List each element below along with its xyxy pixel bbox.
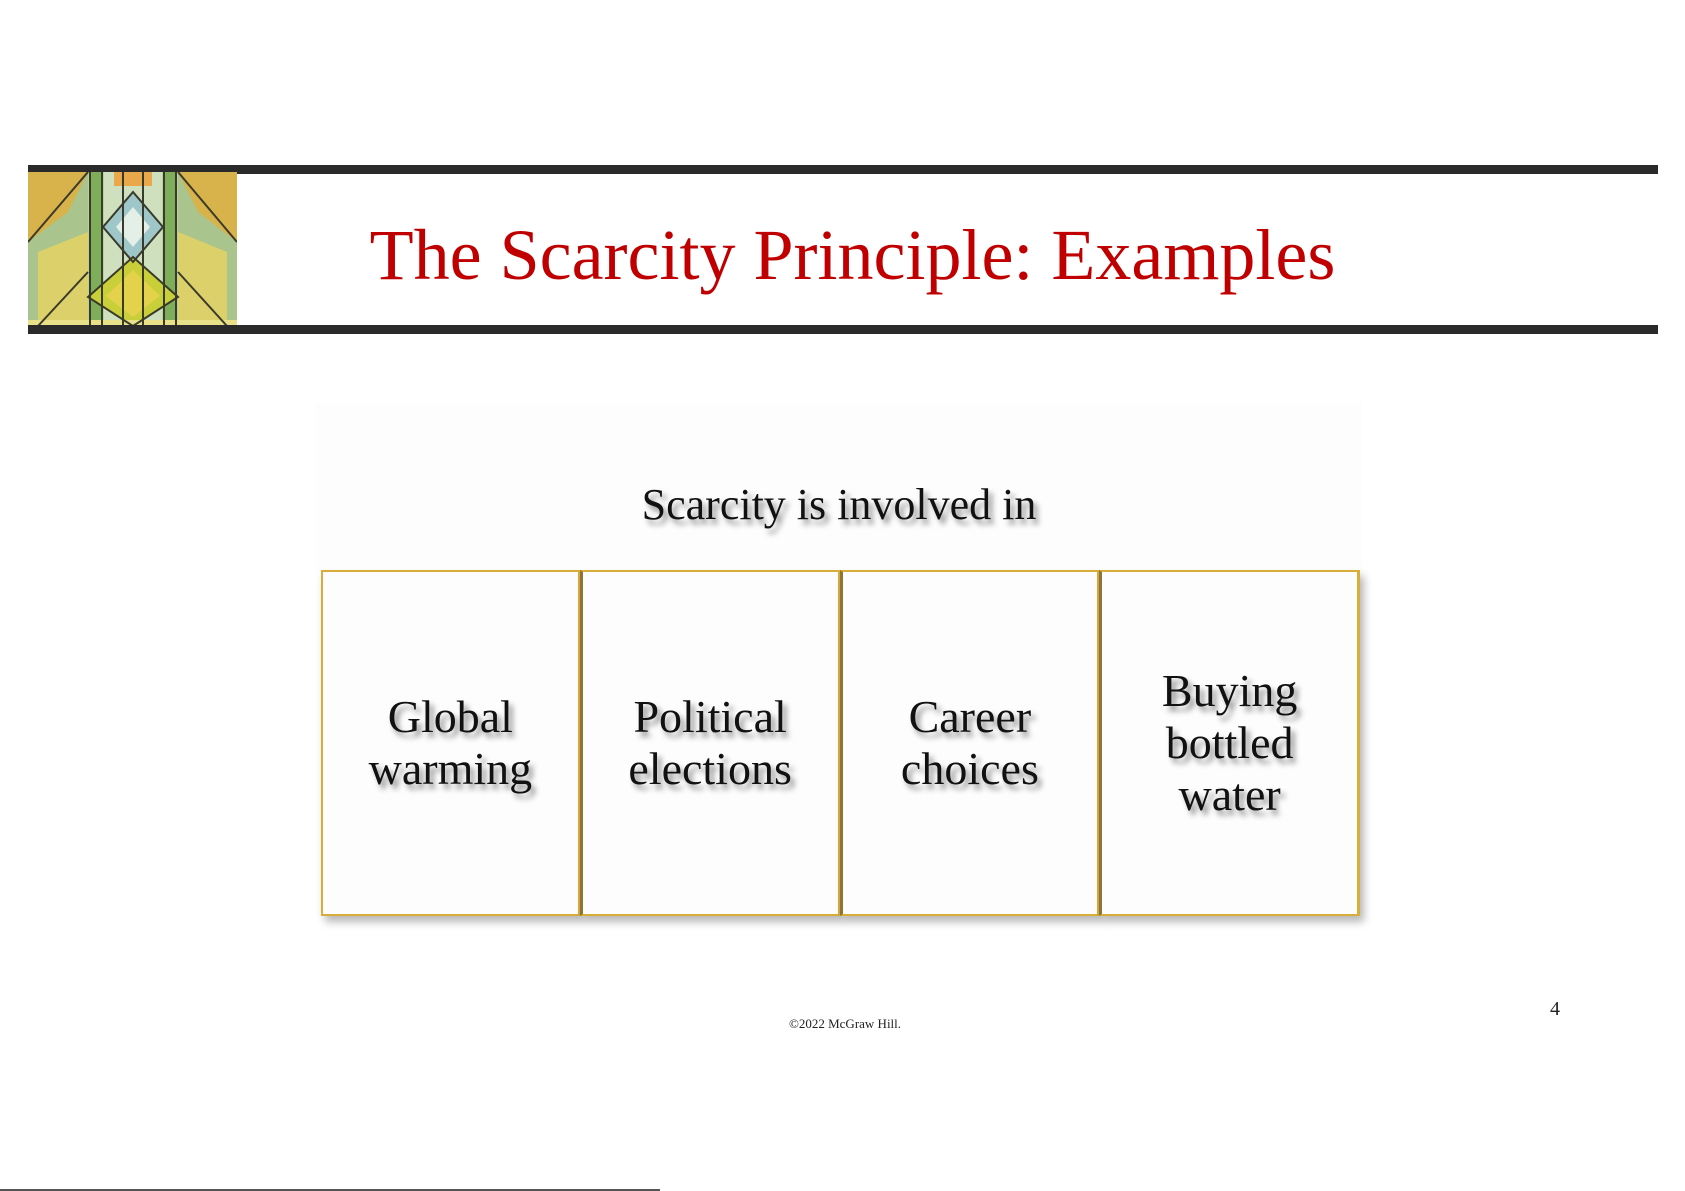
example-label: Buying bottled water — [1161, 665, 1298, 820]
copyright-notice: ©2022 McGraw Hill. — [788, 1016, 902, 1031]
example-box-global-warming — [321, 570, 580, 916]
header-top-rule — [28, 165, 1658, 174]
diagram-heading: Scarcity is involved in — [641, 480, 1037, 529]
example-label: Political elections — [628, 691, 792, 794]
example-box-political-elections — [580, 570, 840, 916]
header-bottom-rule — [28, 325, 1658, 334]
example-box-career-choices — [840, 570, 1100, 916]
example-boxes — [321, 570, 1360, 916]
page-number: 4 — [1550, 998, 1560, 1020]
example-label: Global warming — [368, 691, 533, 794]
example-box-buying-bottled-water — [1099, 570, 1360, 916]
slide-title: The Scarcity Principle: Examples — [369, 215, 1336, 295]
example-label: Career choices — [900, 691, 1039, 794]
